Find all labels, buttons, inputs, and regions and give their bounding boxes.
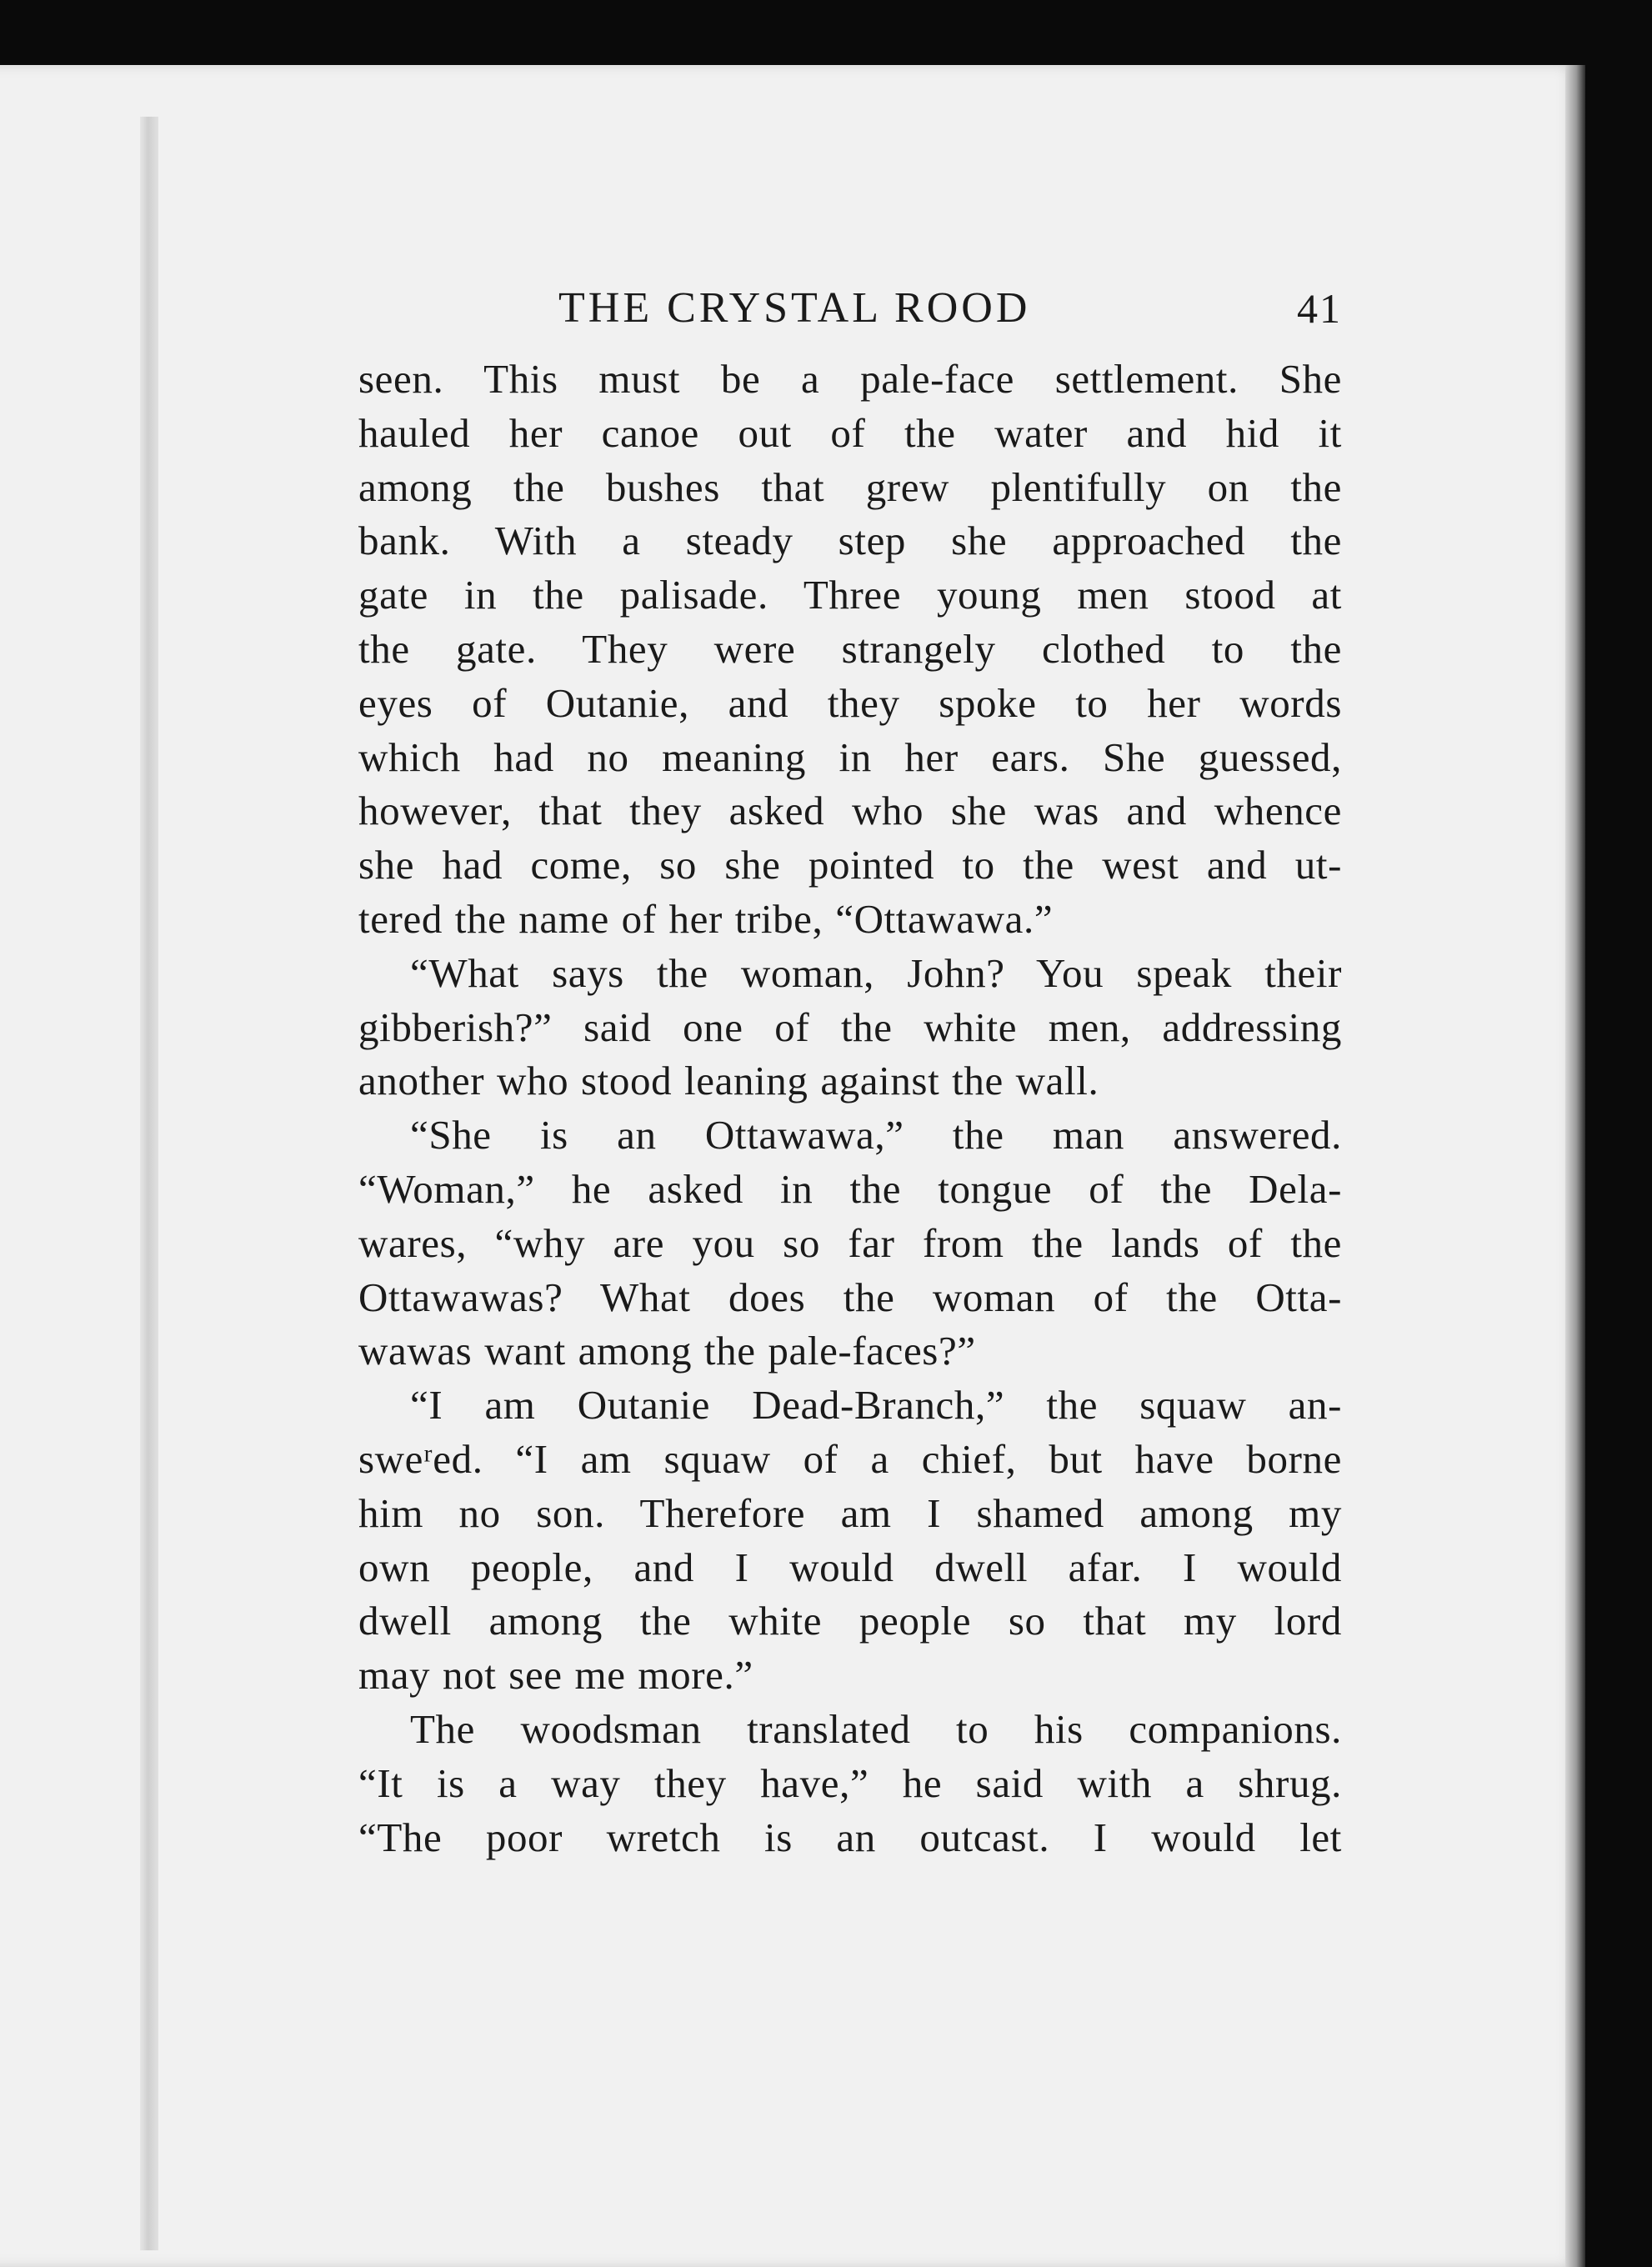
text-line: him no son. Therefore am I shamed among my [358, 1489, 1342, 1536]
text-line: another who stood leaning against the wall. [358, 1058, 1099, 1104]
text-line: which had no meaning in her ears. She guessed, [358, 733, 1342, 780]
running-head-title: THE CRYSTAL ROOD [558, 284, 1031, 332]
text-line: bank. With a steady step she approached the [358, 518, 1342, 564]
text-line: “It is a way they have,” he said with a shrug. [358, 1759, 1342, 1806]
text-line: seen. This must be a pale-face settlement. She [358, 356, 1342, 402]
text-line: “I am Outanie Dead-Branch,” the squaw an- [410, 1382, 1342, 1429]
text-line: the gate. They were strangely clothed to the [358, 625, 1342, 672]
text-line: dwell among the white people so that my lord [358, 1598, 1342, 1644]
text-line: however, that they asked who she was and whence [358, 788, 1342, 834]
text-line: eyes of Outanie, and they spoke to her words [358, 679, 1342, 726]
body-text [358, 353, 1342, 1864]
text-line: hauled her canoe out of the water and hid it [358, 409, 1342, 456]
text-line: may not see me more.” [358, 1652, 753, 1699]
running-head [358, 271, 1342, 346]
text-line: gate in the palisade. Three young men stood at [358, 572, 1342, 618]
text-line: “Woman,” he asked in the tongue of the Dela- [358, 1165, 1342, 1212]
text-line: she had come, so she pointed to the west and ut- [358, 842, 1342, 888]
text-line: tered the name of her tribe, “Ottawawa.” [358, 895, 1054, 942]
page-number: 41 [1297, 285, 1342, 332]
text-line: Ottawawas? What does the woman of the Otta- [358, 1274, 1342, 1320]
binding-gutter [140, 117, 158, 2250]
page-text-block [358, 271, 1342, 1864]
text-line: wawas want among the pale-faces?” [358, 1328, 976, 1374]
text-line: “What says the woman, John? You speak their [410, 949, 1342, 996]
text-line: gibberish?” said one of the white men, addressing [358, 1003, 1342, 1050]
text-line: The woodsman translated to his companions. [410, 1705, 1342, 1752]
text-line: among the bushes that grew plentifully on the [358, 463, 1342, 510]
page-edge-shadow [1565, 65, 1585, 2267]
text-line: own people, and I would dwell afar. I would [358, 1544, 1342, 1590]
text-line: wares, “why are you so far from the lands of the [358, 1219, 1342, 1266]
text-line: sweʳed. “I am squaw of a chief, but have borne [358, 1435, 1342, 1482]
text-line: “The poor wretch is an outcast. I would let [358, 1814, 1342, 1860]
text-line: “She is an Ottawawa,” the man answered. [410, 1112, 1342, 1159]
